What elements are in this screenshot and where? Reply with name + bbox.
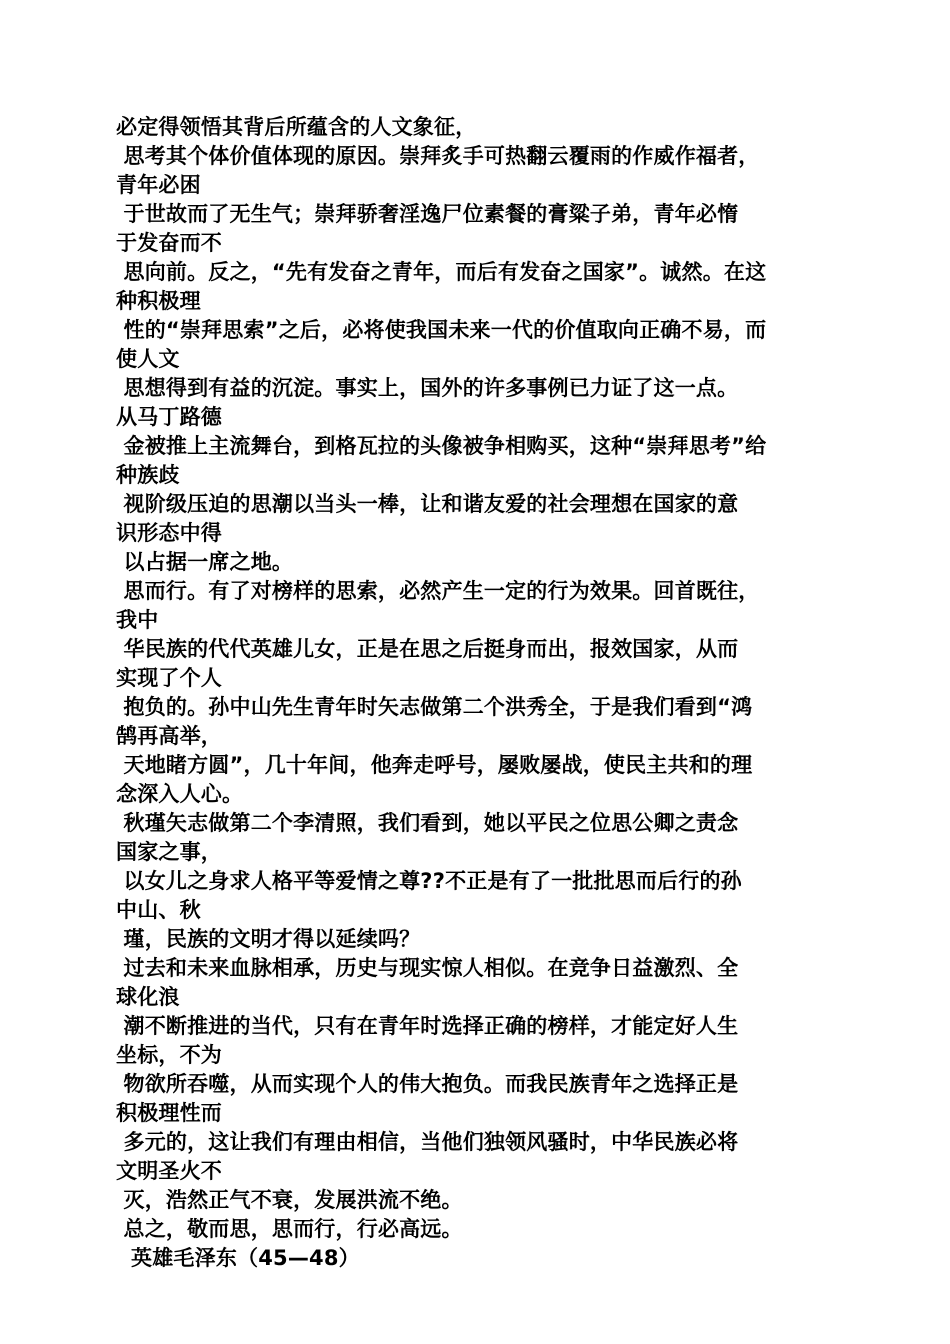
text-line: 必定得领悟其背后所蕴含的人文象征， <box>116 115 477 139</box>
text-line: 以女儿之身求人格平等爱情之尊??不正是有了一批批思而后行的孙 <box>116 869 742 893</box>
text-line: 金被推上主流舞台，到格瓦拉的头像被争相购买，这种“崇拜思考”给 <box>116 434 767 458</box>
text-line: 识形态中得 <box>116 521 222 545</box>
text-line: 以占据一席之地。 <box>116 550 294 574</box>
text-line: 多元的，这让我们有理由相信，当他们独领风骚时，中华民族必将 <box>116 1130 739 1154</box>
text-line: 思考其个体价值体现的原因。崇拜炙手可热翻云覆雨的作威作福者， <box>116 144 760 168</box>
text-line: 念深入人心。 <box>116 782 244 806</box>
text-line: 国家之事， <box>116 840 222 864</box>
text-line: 视阶级压迫的思潮以当头一棒，让和谐友爱的社会理想在国家的意 <box>116 492 739 516</box>
text-line: 从马丁路德 <box>116 405 222 429</box>
text-line: 我中 <box>116 608 159 632</box>
text-line: 过去和未来血脉相承，历史与现实惊人相似。在竞争日益激烈、全 <box>116 956 739 980</box>
text-line: 思而行。有了对榜样的思索，必然产生一定的行为效果。回首既往， <box>116 579 760 603</box>
text-line: 实现了个人 <box>116 666 222 690</box>
text-line: 球化浪 <box>116 985 180 1009</box>
text-line: 中山、秋 <box>116 898 201 922</box>
text-line: 青年必困 <box>116 173 201 197</box>
text-line: 思向前。反之，“先有发奋之青年，而后有发奋之国家”。诚然。在这 <box>116 260 767 284</box>
text-line: 灭，浩然正气不衰，发展洪流不绝。 <box>116 1188 463 1212</box>
text-line: 积极理性而 <box>116 1101 222 1125</box>
text-line: 坐标，不为 <box>116 1043 222 1067</box>
text-line: 于世故而了无生气；崇拜骄奢淫逸尸位素餐的膏粱子弟，青年必惰 <box>116 202 739 226</box>
text-line: 种族歧 <box>116 463 180 487</box>
text-line: 天地睹方圆”，几十年间，他奔走呼号，屡败屡战，使民主共和的理 <box>116 753 753 777</box>
text-line: 物欲所吞噬，从而实现个人的伟大抱负。而我民族青年之选择正是 <box>116 1072 739 1096</box>
essay-text <box>116 113 836 1273</box>
text-line: 瑾，民族的文明才得以延续吗？ <box>116 927 421 951</box>
text-line: 性的“崇拜思索”之后，必将使我国未来一代的价值取向正确不易，而 <box>116 318 767 342</box>
author-attribution: 英雄毛泽东（45—48） <box>116 1246 360 1270</box>
text-line: 总之，敬而思，思而行，行必高远。 <box>116 1217 463 1241</box>
text-line: 鹄再高举， <box>116 724 222 748</box>
text-line: 于发奋而不 <box>116 231 222 255</box>
text-line: 使人文 <box>116 347 180 371</box>
text-line: 文明圣火不 <box>116 1159 222 1183</box>
text-line: 种积极理 <box>116 289 201 313</box>
text-line: 华民族的代代英雄儿女，正是在思之后挺身而出，报效国家，从而 <box>116 637 739 661</box>
text-line: 抱负的。孙中山先生青年时矢志做第二个洪秀全，于是我们看到“鸿 <box>116 695 753 719</box>
text-line: 思想得到有益的沉淀。事实上，国外的许多事例已力证了这一点。 <box>116 376 739 400</box>
text-line: 潮不断推进的当代，只有在青年时选择正确的榜样，才能定好人生 <box>116 1014 739 1038</box>
text-line: 秋瑾矢志做第二个李清照，我们看到，她以平民之位思公卿之责念 <box>116 811 739 835</box>
